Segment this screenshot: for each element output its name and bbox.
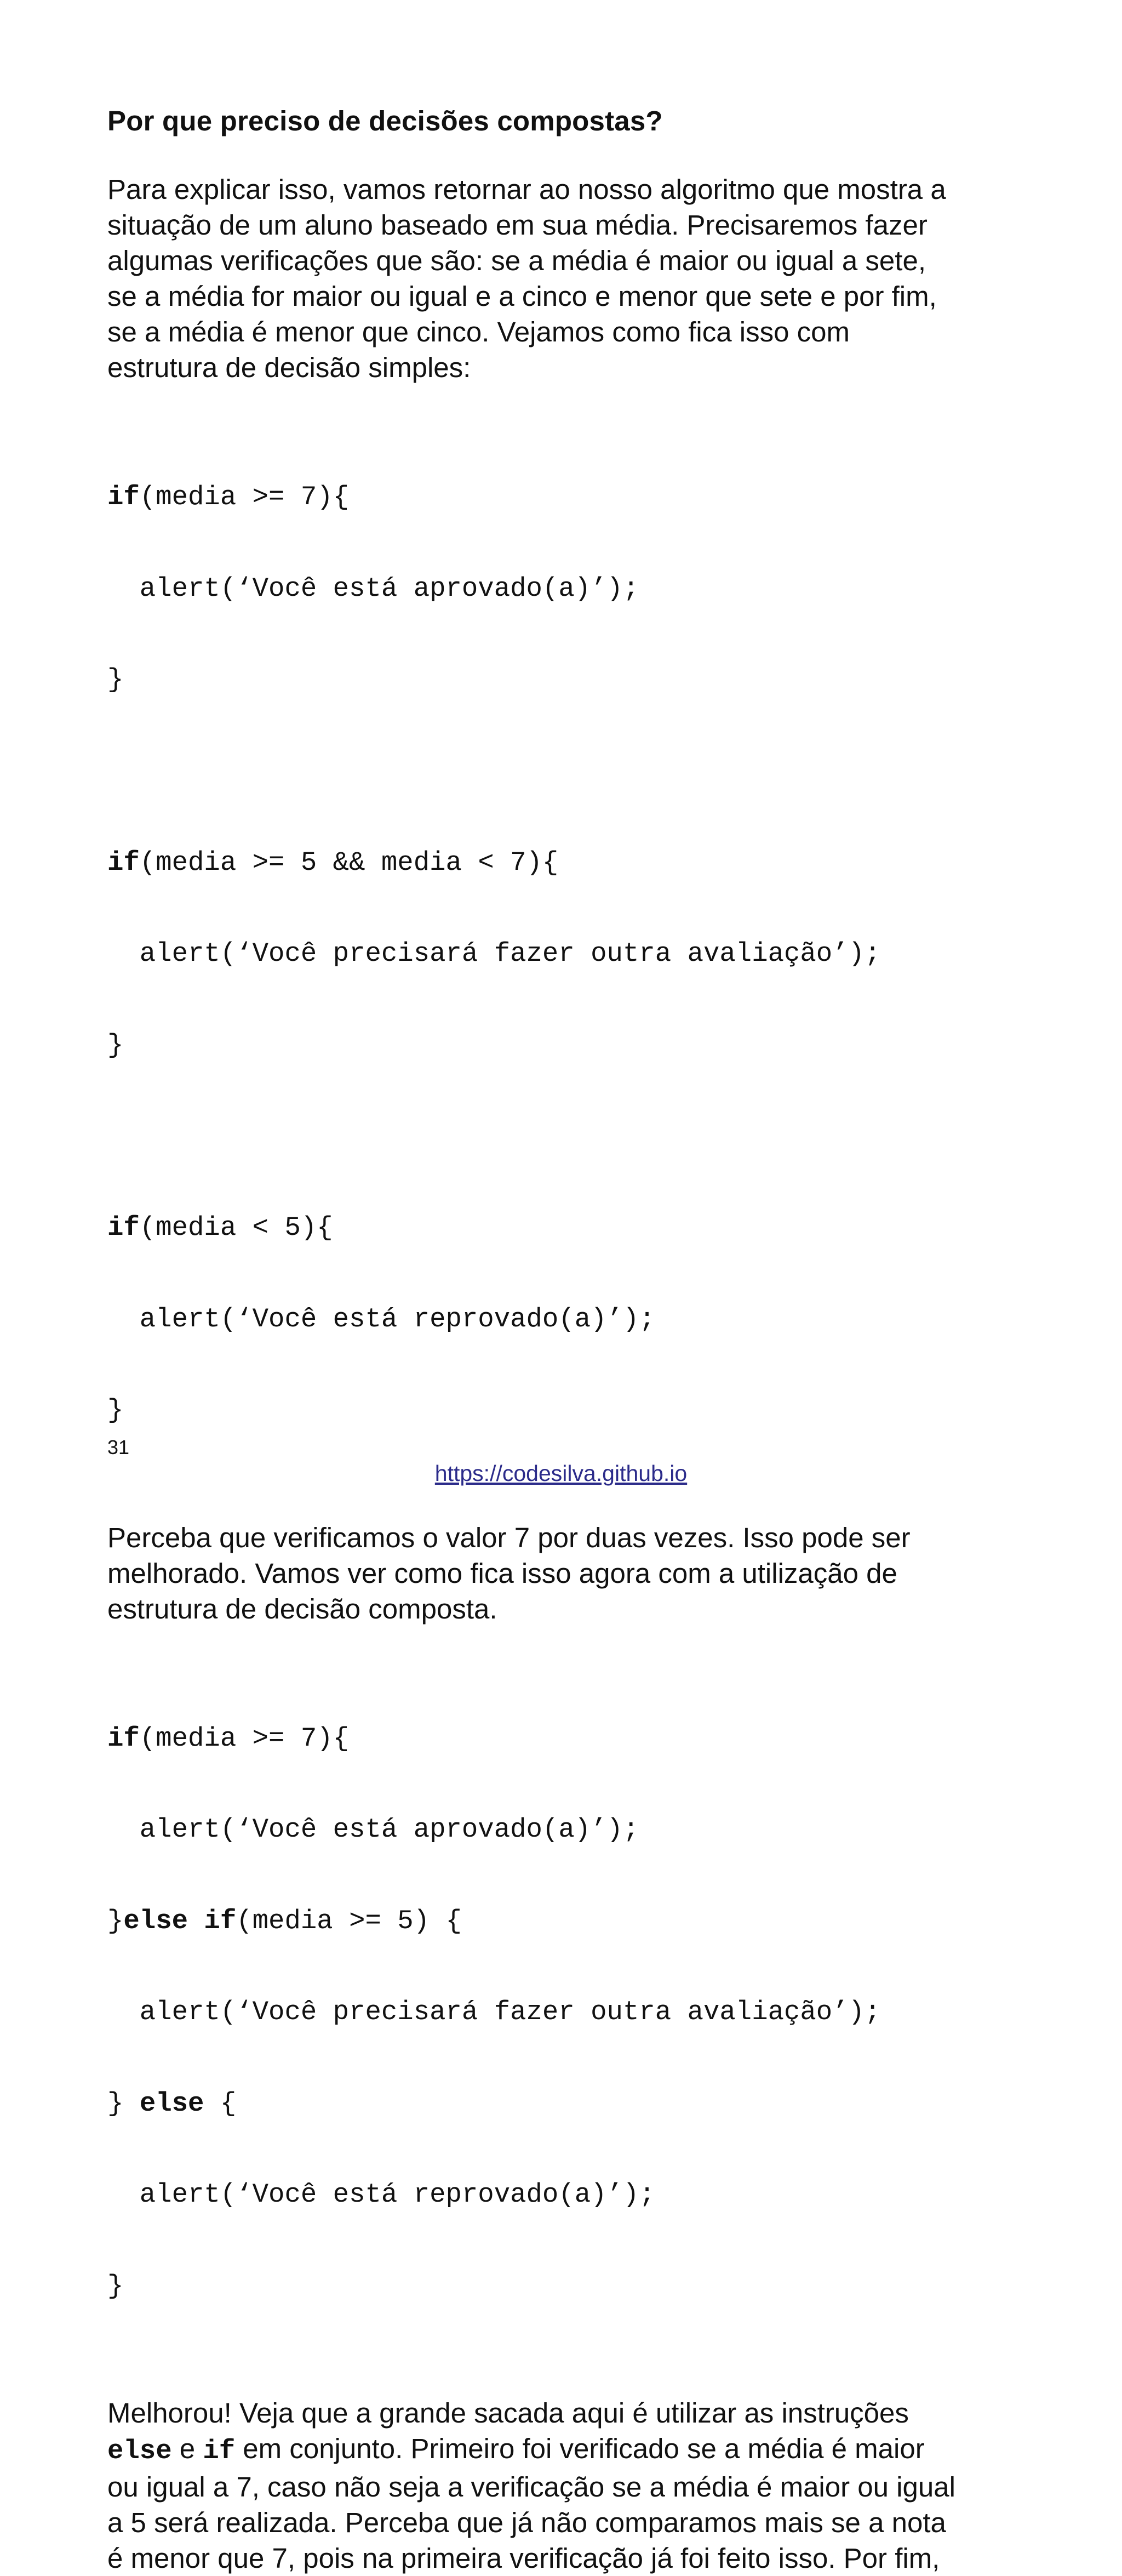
text-line: melhorado. Vamos ver como fica isso agora com a utilização de <box>107 1557 897 1589</box>
section-heading: Por que preciso de decisões compostas? <box>107 105 663 136</box>
inline-code-else: else <box>107 2436 172 2467</box>
footer-link[interactable]: https://codesilva.github.io <box>434 1461 688 1486</box>
text-line: Para explicar isso, vamos retornar ao nosso algoritmo que mostra a <box>107 174 946 206</box>
text-line: ou igual a 7, caso não seja a verificação se a média é maior ou igual <box>107 2471 955 2503</box>
code-text: } <box>107 2088 140 2119</box>
text-line <box>107 2431 1028 2469</box>
code-text: (media >= 5 && media < 7){ <box>139 847 559 878</box>
code-block-compound <box>107 1663 1028 2363</box>
text-line: Melhorou! Veja que a grande sacada aqui é utilizar as instruções <box>107 2397 909 2429</box>
code-line: } <box>107 664 124 696</box>
code-line <box>107 1724 1028 1754</box>
text-line: a 5 será realizada. Perceba que já não comparamos mais se a nota <box>107 2507 946 2539</box>
text-line: se a média for maior ou igual e a cinco e menor que sete e por fim, <box>107 281 937 312</box>
text-fragment: em conjunto. Primeiro foi verificado se a média é maior <box>235 2433 925 2465</box>
page-number: 31 <box>107 1436 130 1458</box>
code-line <box>107 482 1028 513</box>
text-line: situação de um aluno baseado em sua média. Precisaremos fazer <box>107 209 928 241</box>
text-line: Perceba que verificamos o valor 7 por duas vezes. Isso pode ser <box>107 1521 911 1553</box>
code-line <box>107 1906 1028 1937</box>
text-fragment: e <box>171 2433 203 2465</box>
code-keyword: else <box>139 2088 204 2119</box>
code-text: } <box>107 1905 124 1936</box>
text-line: algumas verificações que são: se a média é maior ou igual a sete, <box>107 245 926 277</box>
code-text: { <box>204 2088 237 2119</box>
code-block-simple-2 <box>107 787 1028 1122</box>
middle-paragraph <box>107 1520 1028 1627</box>
code-line <box>107 1213 1028 1244</box>
code-text: (media >= 5) { <box>236 1905 462 1936</box>
text-line: é menor que 7, pois na primeira verificação já foi feito isso. Por fim, <box>107 2543 940 2574</box>
code-line: } <box>107 1029 124 1061</box>
code-line: alert(‘Você precisará fazer outra avaliação’); <box>107 938 881 970</box>
code-keyword: if <box>107 482 140 513</box>
code-block-simple-1 <box>107 421 1028 756</box>
final-paragraph <box>107 2395 1028 2576</box>
code-line: alert(‘Você está aprovado(a)’); <box>107 573 639 604</box>
code-line <box>107 848 1028 879</box>
text-line: estrutura de decisão composta. <box>107 1593 497 1625</box>
code-line <box>107 2089 1028 2119</box>
code-text: (media >= 7){ <box>139 1723 350 1754</box>
code-block-simple-3 <box>107 1152 1028 1487</box>
code-line: alert(‘Você está aprovado(a)’); <box>107 1814 639 1845</box>
code-line: alert(‘Você está reprovado(a)’); <box>107 2179 655 2210</box>
code-keyword: if <box>107 847 140 878</box>
code-keyword: if <box>107 1212 140 1244</box>
code-keyword: else if <box>123 1905 237 1936</box>
code-text: (media < 5){ <box>139 1212 333 1244</box>
code-keyword: if <box>107 1723 140 1754</box>
code-line: alert(‘Você precisará fazer outra avaliação’); <box>107 1997 881 2028</box>
code-text: (media >= 7){ <box>139 482 350 513</box>
code-line: } <box>107 1395 124 1426</box>
intro-paragraph <box>107 172 1028 385</box>
page-content <box>107 104 1028 2576</box>
code-line: alert(‘Você está reprovado(a)’); <box>107 1303 655 1335</box>
text-line: se a média é menor que cinco. Vejamos como fica isso com <box>107 316 850 348</box>
code-line: } <box>107 2270 124 2301</box>
text-line: estrutura de decisão simples: <box>107 352 471 384</box>
inline-code-if: if <box>203 2436 236 2467</box>
